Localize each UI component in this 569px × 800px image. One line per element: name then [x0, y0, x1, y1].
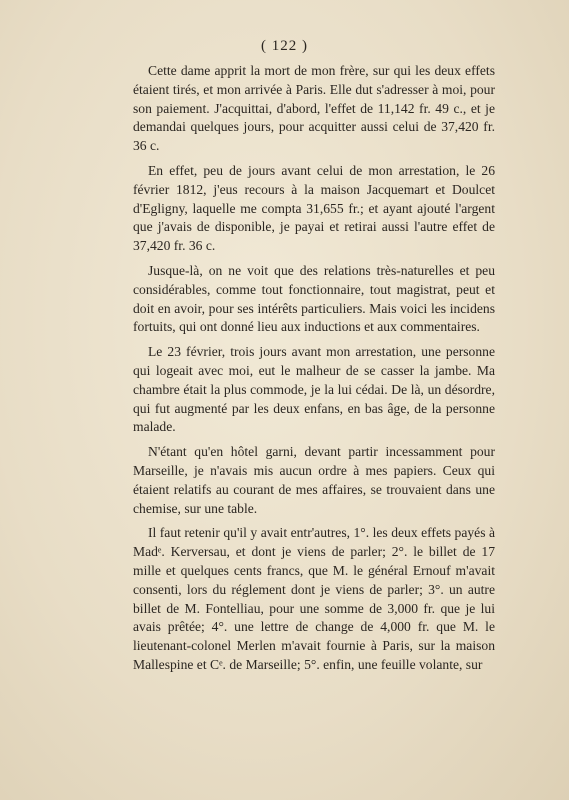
paragraph: Il faut retenir qu'il y avait entr'autres, 1°. les deux effets payés à Madᵉ. Kerversau, et dont je viens de parler; 2°. le billet de 17 mille et quelques cents francs, que M. le général Ernouf m'avait consenti, lors du réglement dont je viens de parler; 3°. un autre billet de M. Fontelliau, pour une somme de 3,000 fr. que je lui avais prêtée; 4°. une lettre de change de 4,000 fr. que M. le lieutenant-colonel Merlen m'avait fournie à Paris, sur la maison Mallespine et Cᵉ. de Marseille; 5°. enfin, une feuille volante, sur — [133, 525, 495, 672]
paragraph: N'étant qu'en hôtel garni, devant partir incessamment pour Marseille, je n'avais mis aucun ordre à mes papiers. Ceux qui étaient relatifs au courant de mes affaires, se trouvaient dans une chemise, sur une table. — [133, 444, 495, 516]
paragraph: Cette dame apprit la mort de mon frère, sur qui les deux effets étaient tirés, et mon arrivée à Paris. Elle dut s'adresser à moi, pour son paiement. J'acquittai, d'abord, l'effet de 11,142 fr. 49 c., et je demandai quelques jours, pour acquitter aussi celui de 37,420 fr. 36 c. — [133, 63, 495, 154]
paragraph: Jusque-là, on ne voit que des relations très-naturelles et peu considérables, comme tout fonctionnaire, tout magistrat, peut et doit en avoir, pour ses intérêts particuliers. Mais voici les incidens fortuits, qui ont donné lieu aux inductions et aux commentaires. — [133, 262, 495, 335]
page-number: ( 122 ) — [261, 38, 308, 54]
paragraph: Le 23 février, trois jours avant mon arrestation, une personne qui logeait avec moi, eut le malheur de se casser la jambe. Ma chambre était la plus commode, je la lui cédai. De là, un désordre, qui fut augmenté par les deux enfans, en bas âge, de la personne malade. — [133, 344, 495, 435]
body-text — [133, 62, 495, 681]
paragraph: En effet, peu de jours avant celui de mon arrestation, le 26 février 1812, j'eus recours à la maison Jacquemart et Doulcet d'Egligny, laquelle me compta 31,655 fr.; et ayant ajouté l'argent que j'avais de disponible, je payai et retirai aussi l'autre effet de 37,420 fr. 36 c. — [133, 162, 495, 254]
